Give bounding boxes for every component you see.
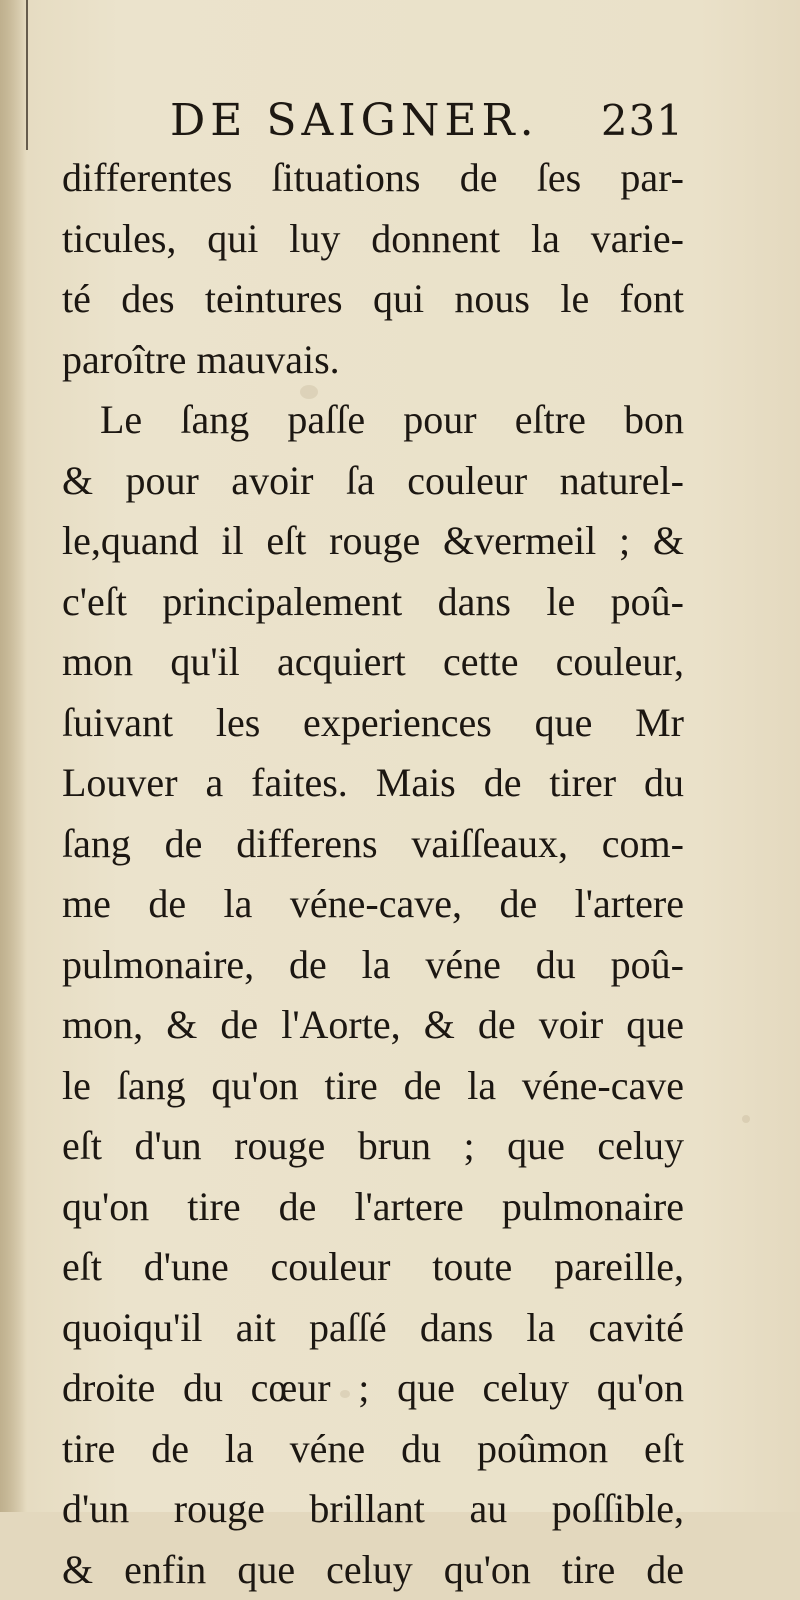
text-line: quoiqu'il ait paſſé dans la cavité <box>62 1298 684 1359</box>
text-line: me de la véne-cave, de l'artere <box>62 874 684 935</box>
text-line: qu'on tire de l'artere pulmonaire <box>62 1177 684 1238</box>
text-line: ticules, qui luy donnent la varie- <box>62 209 684 270</box>
text-line: tire de la véne du poûmon eſt <box>62 1419 684 1480</box>
text-line: Louver a faites. Mais de tirer du <box>62 753 684 814</box>
paper-stain <box>742 1115 750 1123</box>
text-line: mon qu'il acquiert cette couleur, <box>62 632 684 693</box>
text-line: pulmonaire, de la véne du poû- <box>62 935 684 996</box>
text-line: c'eſt principalement dans le poû- <box>62 572 684 633</box>
text-line: & pour avoir ſa couleur naturel- <box>62 451 684 512</box>
paragraph-first-line: Le ſang paſſe pour eſtre bon <box>62 390 684 451</box>
text-line: mon, & de l'Aorte, & de voir que <box>62 995 684 1056</box>
spine-shadow <box>0 0 26 1512</box>
page-number: 231 <box>601 92 684 150</box>
text-line: paroître mauvais. <box>62 330 684 391</box>
text-line: té des teintures qui nous le font <box>62 269 684 330</box>
text-line: differentes ſituations de ſes par- <box>62 148 684 209</box>
text-line: eſt d'un rouge brun ; que celuy <box>62 1116 684 1177</box>
text-line: & enfin que celuy qu'on tire de <box>62 1540 684 1600</box>
spine-edge-line <box>26 0 28 150</box>
text-line: le,quand il eſt rouge &vermeil ; & <box>62 511 684 572</box>
text-line: eſt d'une couleur toute pareille, <box>62 1237 684 1298</box>
text-line: le ſang qu'on tire de la véne-cave <box>62 1056 684 1117</box>
text-line: ſang de differens vaiſſeaux, com- <box>62 814 684 875</box>
text-line: droite du cœur ; que celuy qu'on <box>62 1358 684 1419</box>
running-head: DE SAIGNER. <box>170 92 539 150</box>
text-line: d'un rouge brillant au poſſible, <box>62 1479 684 1540</box>
body-text <box>62 148 684 1600</box>
page-header <box>62 92 684 150</box>
text-line: ſuivant les experiences que Mr <box>62 693 684 754</box>
